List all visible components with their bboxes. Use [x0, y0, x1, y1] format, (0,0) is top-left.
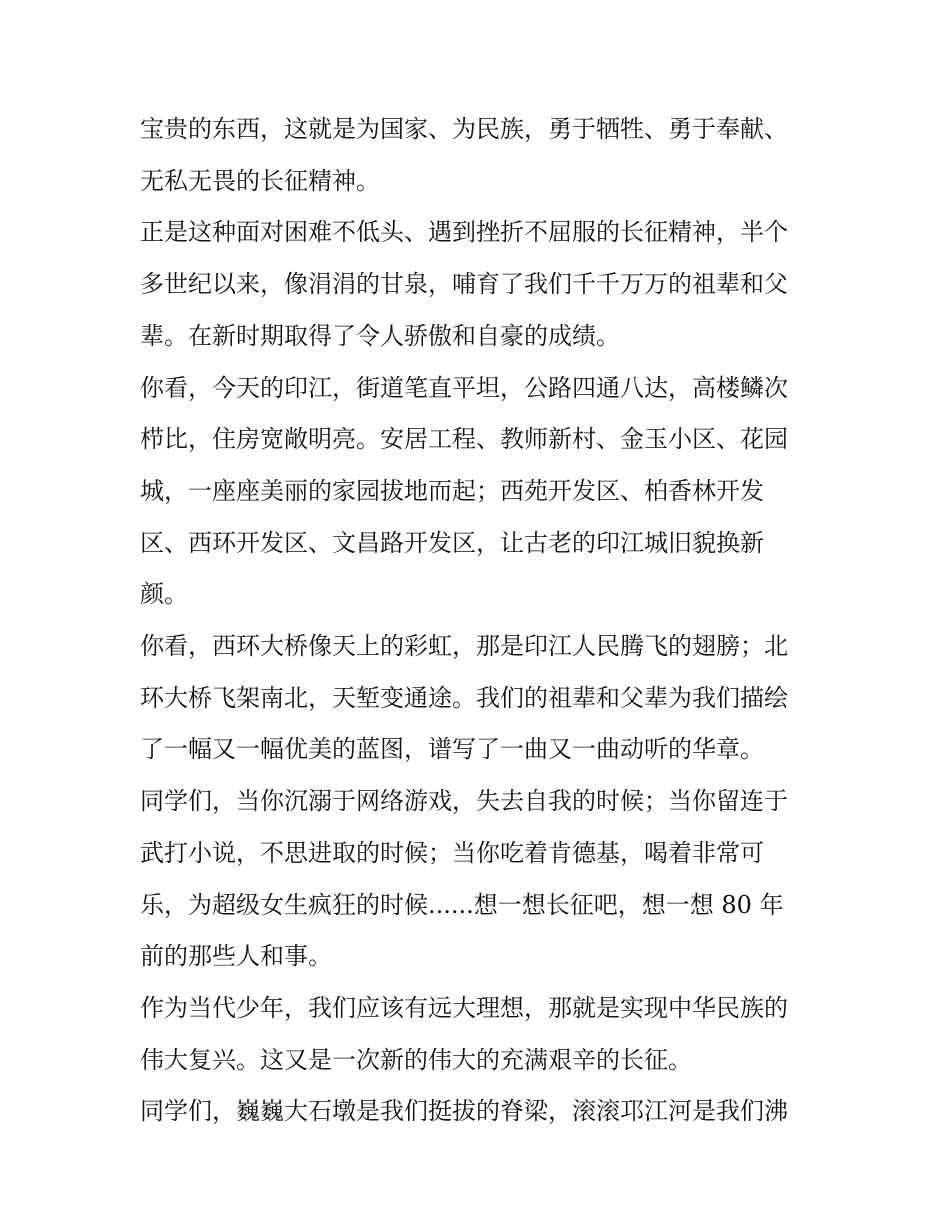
text-line: 武打小说，不思进取的时候；当你吃着肯德基，喝着非常可 — [140, 838, 764, 867]
paragraph-7 — [140, 1086, 820, 1138]
text-line: 你看，今天的印江，街道笔直平坦，公路四通八达，高楼鳞次 — [140, 373, 788, 402]
text-line: 栉比，住房宽敞明亮。安居工程、教师新村、金玉小区、花园 — [140, 425, 788, 454]
text-line: 辈。在新时期取得了令人骄傲和自豪的成绩。 — [140, 321, 620, 350]
text-line: 同学们，巍巍大石墩是我们挺拔的脊梁，滚滚邛江河是我们沸 — [140, 1097, 788, 1126]
text-line: 作为当代少年，我们应该有远大理想，那就是实现中华民族的 — [140, 993, 788, 1022]
text-line: 城，一座座美丽的家园拔地而起；西苑开发区、柏香林开发 — [140, 476, 764, 505]
text-line: 同学们，当你沉溺于网络游戏，失去自我的时候；当你留连于 — [140, 787, 788, 816]
paragraph-1 — [140, 104, 820, 207]
paragraph-2 — [140, 207, 820, 362]
text-line: 无私无畏的长征精神。 — [140, 166, 380, 195]
paragraph-3 — [140, 363, 820, 622]
text-line: 宝贵的东西，这就是为国家、为民族，勇于牺牲、勇于奉献、 — [140, 115, 788, 143]
document-body — [140, 104, 820, 1138]
text-line: 前的那些人和事。 — [140, 942, 332, 971]
text-line: 乐，为超级女生疯狂的时候......想一想长征吧，想一想 80 年 — [140, 890, 784, 919]
text-line: 了一幅又一幅优美的蓝图，谱写了一曲又一曲动听的华章。 — [140, 735, 764, 764]
paragraph-4 — [140, 621, 820, 776]
text-line: 多世纪以来，像涓涓的甘泉，哺育了我们千千万万的祖辈和父 — [140, 270, 788, 299]
paragraph-5 — [140, 776, 820, 983]
text-line: 区、西环开发区、文昌路开发区，让古老的印江城旧貌换新 — [140, 528, 764, 557]
text-line: 你看，西环大桥像天上的彩虹，那是印江人民腾飞的翅膀；北 — [140, 632, 788, 661]
text-line: 颜。 — [140, 580, 188, 609]
text-line: 环大桥飞架南北，天堑变通途。我们的祖辈和父辈为我们描绘 — [140, 683, 788, 712]
text-line: 正是这种面对困难不低头、遇到挫折不屈服的长征精神，半个 — [140, 218, 788, 247]
text-line: 伟大复兴。这又是一次新的伟大的充满艰辛的长征。 — [140, 1045, 692, 1074]
paragraph-6 — [140, 983, 820, 1086]
